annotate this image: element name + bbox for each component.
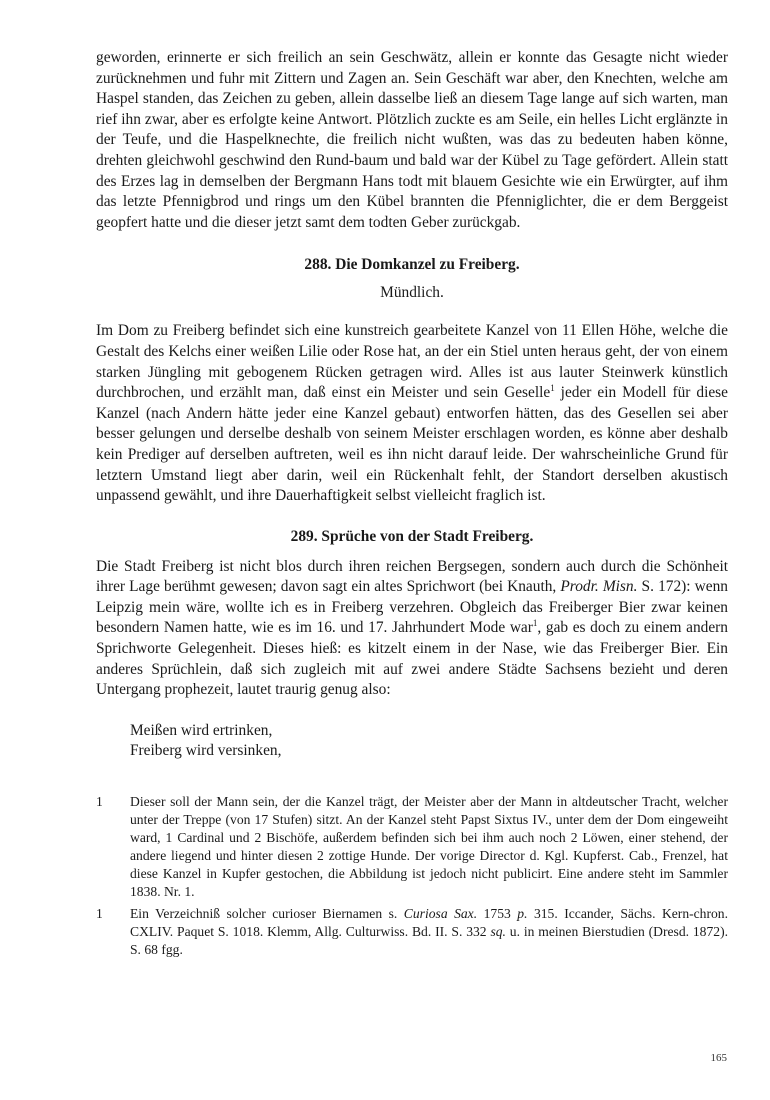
text-run: u. in meinen Bierstudien (Dresd. 1872). S. 68 fgg. <box>130 924 728 958</box>
footnote <box>96 793 728 901</box>
section-288-subtitle: Mündlich. <box>380 284 444 302</box>
text-run: , gab es doch zu einem andern Sprichworte Gelegenheit. Dieses hieß: es kitzelt einem in der Nase, wie das Freiberger Bier. Ein anderes Sprüchlein, daß sich zugleich mit auf zwei andere Städte Sachsens bezieht und deren Untergang prophezeit, lautet traurig genug also: <box>96 619 728 699</box>
verse-line: Freiberg wird versinken, <box>130 742 282 760</box>
section-289-title: 289. Sprüche von der Stadt Freiberg. <box>290 527 534 545</box>
text-run: Die Stadt Freiberg ist nicht blos durch ihren reichen Bergsegen, sondern auch durch die Schönheit ihrer Lage berühmt gewesen; davon sagt ein altes Sprichwort (bei Knauth, <box>96 557 728 596</box>
italic-run: Curiosa Sax. <box>403 906 478 922</box>
section-288-paragraph <box>96 321 728 506</box>
text-run: jeder ein Modell für diese Kanzel (nach Andern hätte jeder eine Kanzel gebaut) entworfen hätten, das des Gesellen sei aber besser gelungen und derselbe deshalb von seinem Meister erschlagen worden, es könne aber deshalb kein Prediger auf derselben auftreten, weil es ihn nicht darauf leide. Der wahrscheinliche Grund für letztern Umstand liegt aber darin, weil ein Rückenhalt fehlt, der Standort derselben akustisch unpassend gewählt, und ihre Dauerhaftigkeit selbst vielleicht fraglich ist. <box>96 384 728 505</box>
section-288-title: 288. Die Domkanzel zu Freiberg. <box>304 256 520 274</box>
italic-run: sq. <box>490 924 506 940</box>
page-number: 165 <box>710 1052 727 1064</box>
intro-paragraph: geworden, erinnerte er sich freilich an sein Geschwätz, allein er konnte das Gesagte nicht wieder zurücknehmen und fuhr mit Zittern und Zagen an. Sein Geschäft war aber, den Knechten, welche am Haspel standen, das Zeichen zu geben, allein dasselbe ließ an diesem Tage lange auf sich warten, man rief ihn zwar, aber es erfolgte keine Antwort. Plötzlich zuckte es am Seile, ein helles Licht erglänzte in der Teufe, und die Haspelknechte, die freilich nicht wußten, was das zu bedeuten haben könne, drehten gleichwohl geschwind den Rund-baum und bald war der Kübel zu Tage gefördert. Allein statt des Erzes lag in demselben der Bergmann Hans todt mit blauem Gesichte wie ein Erwürgter, auf ihm das letzte Pfennigbrod und rings um den Kübel brannten die Pfenniglichter, die er dem Berggeist geopfert hatte und die dieser jetzt samt dem todten Geber zurückgab. <box>96 49 728 231</box>
footnote-marker: 1 <box>550 383 555 393</box>
verse-line: Meißen wird ertrinken, <box>130 721 273 739</box>
footnote-number: 1 <box>96 794 103 810</box>
footnote-number: 1 <box>96 906 103 922</box>
footnote-marker: 1 <box>532 618 538 629</box>
italic-run: p. <box>517 906 528 922</box>
section-289-paragraph <box>96 557 728 701</box>
page-content <box>96 48 728 959</box>
footnote-text <box>130 905 728 959</box>
text-run: Ein Verzeichniß solcher curioser Biernamen s. <box>130 906 404 922</box>
text-run: 315. Iccander, Sächs. Kern-chron. CXLIV. Paquet S. 1018. Klemm, Allg. Culturwiss. Bd. II. S. 332 <box>130 906 728 940</box>
text-run: Im Dom zu Freiberg befindet sich eine kunstreich gearbeitete Kanzel von 11 Ellen Höhe, welche die Gestalt des Kelchs einer weißen Lilie oder Rose hat, an der ein Stiel unten heraus geht, der von einem starken Jüngling mit gebogenem Rücken getragen wird. Alles ist aus lauter Steinwerk künstlich durchbrochen, und erzählt man, daß einst ein Meister und sein Geselle <box>96 322 728 402</box>
footnote-text: Dieser soll der Mann sein, der die Kanzel trägt, der Meister aber der Mann in altdeutscher Tracht, welcher unter der Treppe (von 17 Stufen) sitzt. An der Kanzel steht Papst Sixtus IV., unter dem der Dom eingeweiht ward, 1 Cardinal und 2 Bischöfe, außerdem befinden sich bei ihm auch noch 2 Löwen, einer stehend, der andere liegend und hinter diesen 2 zottige Hunde. Der vorige Director d. Kgl. Kupferst. Cab., Frenzel, hat diese Kanzel in Kupfer gestochen, die Abbildung ist jedoch nicht publicirt. Eine andere steht im Sammler 1838. Nr. 1. <box>130 794 728 900</box>
text-run: S. 172): wenn Leipzig mein wäre, wollte ich es in Freiberg verzehren. Obgleich das Freiberger Bier zwar keinen besondern Namen hatte, wie es im 16. und 17. Jahrhundert Mode war <box>96 578 728 637</box>
italic-run: Prodr. Misn. <box>560 578 638 596</box>
text-run: 1753 <box>477 906 518 922</box>
footnote <box>96 905 728 959</box>
